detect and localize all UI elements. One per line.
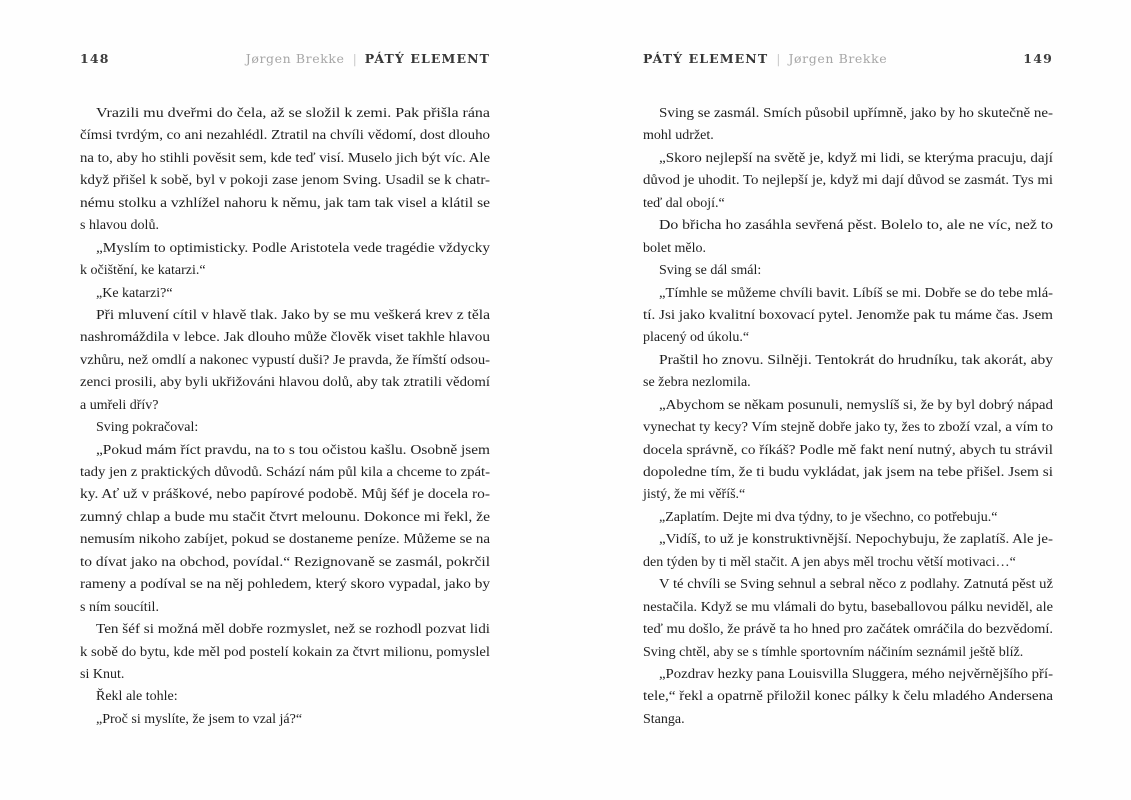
text-line: důvod je uhodit. To nejlepší je, když mi dají důvod se zasmát. Tys mi [643,173,1053,189]
text-line: k očištění, ke katarzi.“ [80,263,206,279]
text-line: teď mu došlo, že právě ta ho hned pro začátek omráčila do bezvědomí. [643,622,1053,638]
text-line: nashromáždila v lebce. Jak dlouho může člověk viset takhle hlavou [80,330,490,346]
text-line: „Zaplatím. Dejte mi dva týdny, to je všechno, co potřebuju.“ [659,509,998,525]
page-number-right: 149 [1023,51,1053,66]
text-line: Sving pokračoval: [96,420,199,436]
text-line: vzhůru, než omdlí a nakonec vypustí duši? Je pravda, že římští odsou- [80,352,491,368]
text-line: zenci prosili, aby byli ukřižováni hlavou dolů, aby tak ztratili vědomí [80,375,490,391]
text-line: „Abychom se někam posunuli, nemyslíš si, že by byl dobrý nápad [659,397,1053,413]
text-line: Ten šéf si možná měl dobře rozmyslet, než se rozhodl pozvat lidi [96,622,490,638]
text-line: tady jen z praktických důvodů. Schází nám půl kila a chceme to zpát- [80,465,490,480]
page-left [80,0,490,800]
page-number-left: 148 [80,51,110,66]
text-line: zumný chlap a bude mu stačit čtvrt melounu. Dokonce mi řekl, že [80,509,490,525]
text-line: jistý, že mi věříš.“ [643,487,746,503]
page-right [643,0,1053,800]
running-head-text-right [643,51,887,67]
text-line: „Skoro nejlepší na světě je, když mi lidi, se kterýma pracuju, dají [659,150,1053,166]
text-line: Do břicha ho zasáhla sevřená pěst. Bolelo to, ale ne víc, než to [659,218,1053,234]
text-line: a umřeli dřív? [80,397,159,413]
text-line: „Myslím to optimisticky. Podle Aristotela vede tragédie vždycky [96,240,490,256]
text-line: to dívat jako na obchod, povídal.“ Rezignovaně se zasmál, pokrčil [80,554,490,570]
text-line: tí. Jsi jako kvalitní boxovací pytel. Jenomže pak tu máme čas. Jsem [643,307,1053,323]
running-head-left [80,51,490,67]
text-line: s hlavou dolů. [80,218,159,234]
text-line: ky. Ať už v práškové, nebo papírové podobě. Můj šéf je docela ro- [80,487,490,503]
text-line: na to, aby ho stihli pověsit sem, kde teď visí. Muselo jich být víc. Ale [80,150,490,166]
text-line: den týden by ti měl stačit. A jen abys měl trochu větší motivaci…“ [643,554,1016,570]
text-line: „Pokud mám říct pravdu, na to s tou očistou kašlu. Osobně jsem [96,442,490,458]
text-line: se žebra nezlomila. [643,375,751,391]
text-line: docela správně, co říkáš? Podle mě fakt není nutný, abych tu strávil [643,442,1053,458]
text-line: Stanga. [643,711,685,727]
text-line: nemusím nikoho zabíjet, pokud se dostaneme peníze. Můžeme se na [80,532,490,548]
text-line: placený od úkolu.“ [643,330,750,346]
text-line: bolet mělo. [643,240,706,256]
running-head-separator: | [352,51,357,66]
text-line: dopoledne tím, že ti budu vykládat, jak jsem na tebe přišel. Jsem si [643,465,1053,480]
running-head-separator: | [776,51,781,66]
text-line: Sving chtěl, aby se s tímhle sportovním náčiním seznámil ještě blíž. [643,644,1024,660]
author-name: Jørgen Brekke [788,51,888,66]
text-line: „Proč si myslíte, že jsem to vzal já?“ [96,711,303,727]
text-line: nému stolku a vzhlížel nahoru k němu, jak tam tak visel a klátil se [80,195,490,211]
text-line: když přišel k sobě, byl v pokoji zase jenom Sving. Usadil se k chatr- [80,173,491,189]
text-line: rameny a podíval se na něj pohledem, který skoro vypadal, jako by [80,577,490,593]
book-title: PÁTÝ ELEMENT [643,51,769,66]
text-line: Sving se dál smál: [659,263,762,279]
text-line: Řekl ale tohle: [96,689,178,705]
text-line: čímsi tvrdým, co ani nezahlédl. Ztratil na chvíli vědomí, dost dlouho [80,128,490,144]
page-text-right [643,103,1053,731]
running-head-text-left [246,51,490,67]
text-line: si Knut. [80,666,125,682]
book-title: PÁTÝ ELEMENT [364,51,490,66]
text-line: Praštil ho znovu. Silněji. Tentokrát do hrudníku, tak akorát, aby [659,352,1053,368]
text-line: V té chvíli se Sving sehnul a sebral něco z podlahy. Zatnutá pěst už [659,577,1053,593]
text-line: nestačila. Když se mu vlámali do bytu, baseballovou pálku neviděl, ale [643,599,1053,615]
text-line: „Ke katarzi?“ [96,285,173,301]
text-line: s ním soucítil. [80,599,159,615]
author-name: Jørgen Brekke [245,51,345,66]
text-line: Vrazili mu dveřmi do čela, až se složil k zemi. Pak přišla rána [96,106,490,121]
running-head-right [643,51,1053,67]
text-line: „Tímhle se můžeme chvíli bavit. Líbíš se mi. Dobře se do tebe mlá- [659,285,1053,301]
text-line: teď dal obojí.“ [643,195,725,211]
text-line: Při mluvení cítil v hlavě tlak. Jako by se mu veškerá krev z těla [96,307,491,323]
text-line: Sving se zasmál. Smích působil upřímně, jako by ho skutečně ne- [659,106,1053,121]
text-line: „Vidíš, to už je konstruktivnější. Nepochybuju, že zaplatíš. Ale je- [659,532,1053,548]
text-line: k sobě do bytu, kde měl pod postelí kokain za čtvrt milionu, pomyslel [80,644,491,660]
page-text-left [80,103,490,731]
text-line: „Pozdrav hezky pana Louisvilla Sluggera, mého nejvěrnějšího pří- [659,666,1053,682]
text-line: mohl udržet. [643,128,714,144]
text-line: tele,“ řekl a opatrně přiložil konec pálky k čelu mladého Andersena [643,689,1053,705]
text-line: vynechat ty kecy? Vím stejně dobře jako ty, žes to zboží vzal, a vím to [643,420,1053,436]
